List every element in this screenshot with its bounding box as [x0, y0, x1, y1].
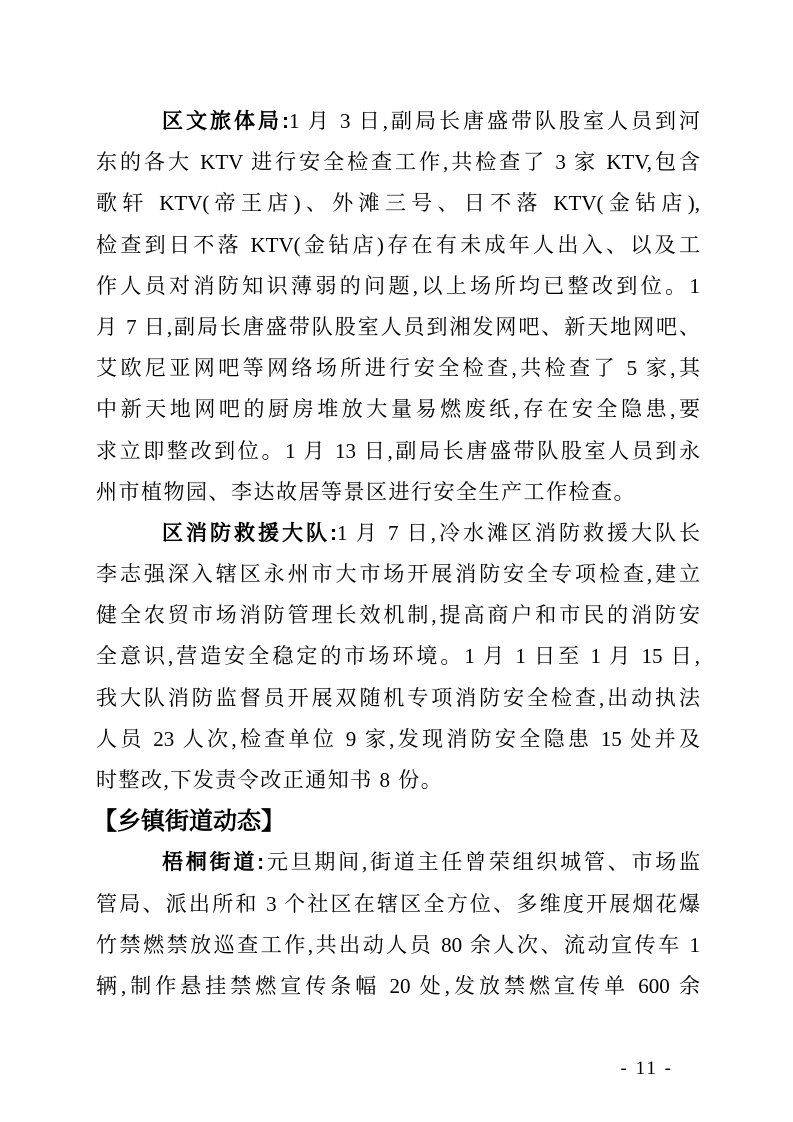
text-line: 全意识,营造安全稳定的市场环境。1 月 1 日至 1 月 15 日,: [96, 644, 700, 669]
text-line: 中新天地网吧的厨房堆放大量易燃废纸,存在安全隐患,要: [96, 397, 700, 422]
text-line: [96, 842, 700, 883]
paragraph-text: 1 月 3 日,副局长唐盛带队股室人员到河: [289, 109, 700, 133]
text-line: 辆,制作悬挂禁燃宣传条幅 20 处,发放禁燃宣传单 600 余: [96, 973, 700, 998]
text-line: 我大队消防监督员开展双随机专项消防安全检查,出动执法: [96, 685, 700, 710]
text-line: [96, 101, 700, 142]
text-line: 歌轩 KTV(帝王店)、外滩三号、日不落 KTV(金钻店),: [96, 191, 700, 216]
paragraph-lead-fire-rescue-brigade: 区消防救援大队:: [162, 521, 337, 545]
text-line: 东的各大 KTV 进行安全检查工作,共检查了 3 家 KTV,包含: [96, 150, 700, 175]
paragraph-text: 元旦期间,街道主任曾荣组织城管、市场监: [264, 850, 700, 875]
text-line: 州市植物园、李达故居等景区进行安全生产工作检查。: [96, 479, 636, 504]
paragraph-text: 1 月 7 日,冷水滩区消防救援大队长: [337, 520, 700, 545]
text-line: 人员 23 人次,检查单位 9 家,发现消防安全隐患 15 处并及: [96, 726, 700, 751]
text-line: 管局、派出所和 3 个社区在辖区全方位、多维度开展烟花爆: [96, 891, 700, 916]
text-line: 求立即整改到位。1 月 13 日,副局长唐盛带队股室人员到永: [96, 438, 700, 463]
footer-spacer: [96, 1007, 700, 1048]
text-line: 艾欧尼亚网吧等网络场所进行安全检查,共检查了 5 家,其: [96, 356, 700, 381]
document-body: [93, 101, 700, 1090]
text-line: 月 7 日,副局长唐盛带队股室人员到湘发网吧、新天地网吧、: [96, 314, 700, 339]
paragraph-lead-culture-tourism-bureau: 区文旅体局:: [162, 110, 289, 133]
text-line: 健全农贸市场消防管理长效机制,提高商户和市民的消防安: [96, 603, 700, 628]
text-line: 竹禁燃禁放巡查工作,共出动人员 80 余人次、流动宣传车 1: [96, 932, 700, 957]
text-line: 时整改,下发责令改正通知书 8 份。: [96, 768, 444, 792]
text-line: 检查到日不落 KTV(金钻店)存在有未成年人出入、以及工: [96, 232, 700, 257]
text-line: 作人员对消防知识薄弱的问题,以上场所均已整改到位。1: [96, 273, 700, 298]
section-heading-township-street-dynamics: 【乡镇街道动态】: [93, 808, 285, 836]
text-line: [96, 513, 700, 554]
text-line: 李志强深入辖区永州市大市场开展消防安全专项检查,建立: [96, 562, 700, 587]
paragraph-lead-wutong-street: 梧桐街道:: [162, 851, 265, 875]
page-number: - 11 -: [620, 1058, 673, 1080]
